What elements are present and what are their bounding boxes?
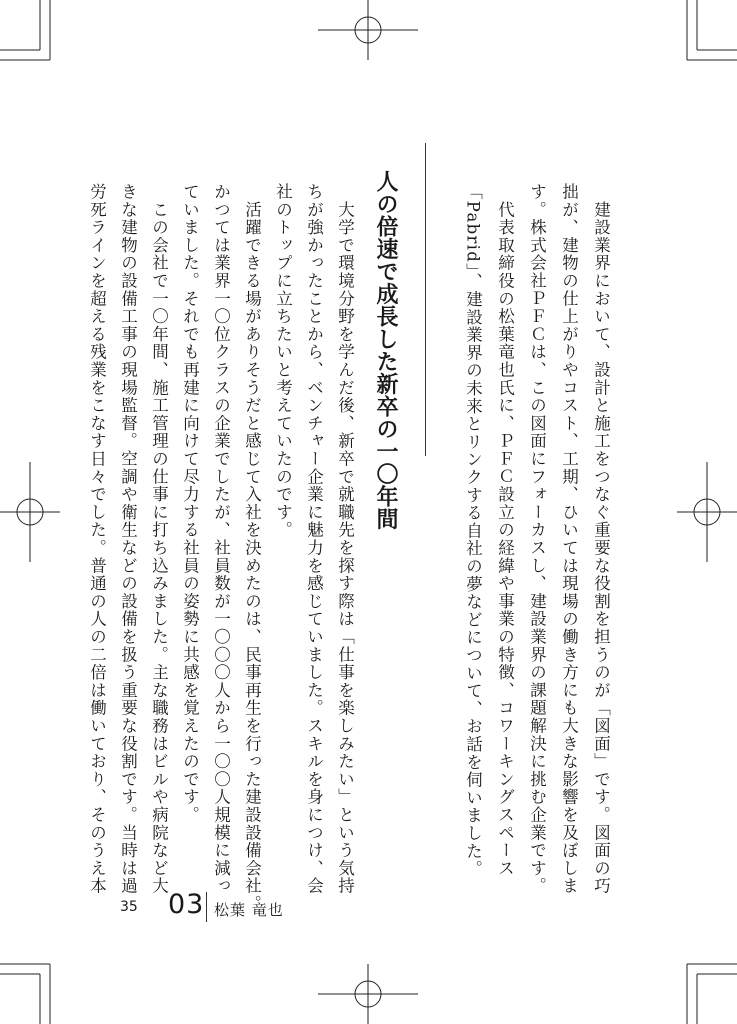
body-column: す。株式会社ＰＦＣは、この図面にフォーカスし、建設業界の課題解決に挑む企業です。 bbox=[527, 183, 547, 895]
body-column: 労死ラインを超える残業をこなす日々でした。普通の人の二倍は働いており、そのうえ本 bbox=[87, 183, 107, 895]
footer-divider bbox=[206, 892, 207, 922]
body-column: ちが強かったことから、ベンチャー企業に魅力を感じていました。スキルを身につけ、会 bbox=[304, 183, 324, 895]
author-name: 松葉 竜也 bbox=[214, 901, 284, 919]
body-column: 大学で環境分野を学んだ後、新卒で就職先を探す際は「仕事を楽しみたい」という気持 bbox=[335, 183, 355, 895]
body-column: 代表取締役の松葉竜也氏に、ＰＦＣ設立の経緯や事業の特徴、コワーキングスペース bbox=[495, 183, 515, 878]
body-column: 社のトップに立ちたいと考えていたのです。 bbox=[273, 183, 293, 539]
body-column: 拙が、建物の仕上がりやコスト、工期、ひいては現場の働き方にも大きな影響を及ぼしま bbox=[559, 183, 579, 895]
body-column: かつては業界一〇位クラスの企業でしたが、社員数が一〇〇〇人から一〇〇人規模に減っ bbox=[211, 183, 231, 895]
body-column: 「Pabrid」、建設業界の未来とリンクする自社の夢などについて、お話を伺いました。 bbox=[463, 183, 483, 878]
section-heading: 人の倍速で成長した新卒の一〇年間 bbox=[373, 170, 398, 530]
page-number: 35 bbox=[120, 899, 138, 915]
heading-rule bbox=[425, 143, 426, 456]
body-column: 建設業界において、設計と施工をつなぐ重要な役割を担うのが「図面」です。図面の巧 bbox=[591, 183, 611, 895]
body-column: 活躍できる場がありそうだと感じて入社を決めたのは、民事再生を行った建設設備会社。 bbox=[242, 183, 262, 913]
chapter-number: 03 bbox=[168, 889, 205, 920]
body-column: ていました。それでも再建に向けて尽力する社員の姿勢に共感を覚えたのです。 bbox=[180, 183, 200, 824]
body-column: きな建物の設備工事の現場監督。空調や衛生などの設備を扱う重要な役割です。当時は過 bbox=[118, 183, 138, 895]
body-column: この会社で一〇年間、施工管理の仕事に打ち込みました。主な職務はビルや病院など大 bbox=[149, 183, 169, 895]
